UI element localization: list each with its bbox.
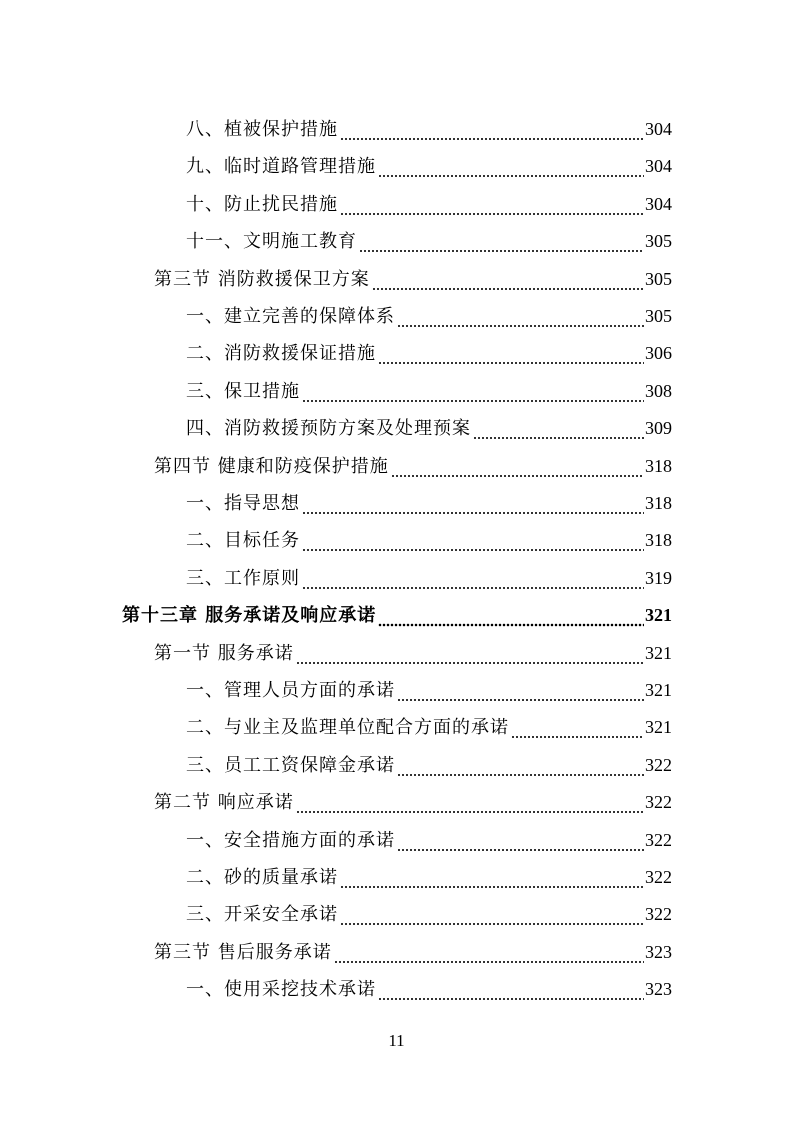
toc-entry[interactable] <box>186 223 672 260</box>
toc-entry-page: 305 <box>645 268 672 289</box>
toc-entry-page: 323 <box>645 979 672 1000</box>
toc-entry[interactable] <box>186 186 672 223</box>
toc-entry-title: 第一节 服务承诺 <box>154 642 294 664</box>
toc-entry-page: 321 <box>645 680 672 700</box>
toc-dot-leader <box>340 896 644 933</box>
toc-entry[interactable] <box>186 747 672 784</box>
toc-entry[interactable] <box>154 934 672 971</box>
toc-dot-leader <box>302 373 644 410</box>
toc-entry[interactable] <box>186 111 672 148</box>
toc-entry-title: 三、员工工资保障金承诺 <box>186 754 395 776</box>
toc-dot-leader <box>296 784 644 821</box>
toc-entry-title: 第四节 健康和防疫保护措施 <box>154 455 389 477</box>
toc-entry-page: 308 <box>645 380 672 401</box>
toc-entry[interactable] <box>154 784 672 821</box>
toc-entry-page: 322 <box>645 792 672 813</box>
toc-dot-leader <box>473 410 644 447</box>
toc-dot-leader <box>340 111 644 148</box>
toc-entry-title: 九、临时道路管理措施 <box>186 156 376 178</box>
page-number: 11 <box>388 1031 405 1050</box>
toc-dot-leader <box>334 934 644 971</box>
toc-entry[interactable] <box>154 635 672 672</box>
toc-entry[interactable] <box>186 896 672 933</box>
toc-dot-leader <box>359 223 644 260</box>
toc-dot-leader <box>397 298 644 335</box>
toc-entry-page: 322 <box>645 754 672 775</box>
toc-dot-leader <box>296 635 644 672</box>
toc-dot-leader <box>372 261 644 298</box>
toc-dot-leader <box>397 822 644 859</box>
toc-entry-title: 第三节 售后服务承诺 <box>154 941 332 963</box>
toc-dot-leader <box>302 522 644 559</box>
toc-entry-title: 一、指导思想 <box>186 493 300 514</box>
toc-entry-title: 四、消防救援预防方案及处理预案 <box>186 418 471 440</box>
toc-entry-page: 318 <box>645 493 672 513</box>
toc-entry[interactable] <box>122 597 672 634</box>
toc-entry[interactable] <box>186 373 672 410</box>
toc-entry-title: 第三节 消防救援保卫方案 <box>154 268 370 290</box>
toc-entry-page: 318 <box>645 455 672 476</box>
toc-entry-page: 319 <box>645 567 672 588</box>
toc-dot-leader <box>378 597 644 634</box>
toc-entry-page: 322 <box>645 904 672 925</box>
toc-dot-leader <box>397 747 644 784</box>
toc-entry-page: 309 <box>645 418 672 439</box>
toc-entry[interactable] <box>186 298 672 335</box>
toc-entry[interactable] <box>186 148 672 185</box>
toc-dot-leader <box>397 672 644 709</box>
toc-entry[interactable] <box>186 485 672 522</box>
toc-entry-page: 321 <box>645 605 672 626</box>
toc-entry[interactable] <box>154 448 672 485</box>
toc-entry-title: 一、管理人员方面的承诺 <box>186 680 395 701</box>
toc-entry[interactable] <box>186 672 672 709</box>
toc-entry-page: 304 <box>645 119 672 139</box>
toc-entry-title: 十、防止扰民措施 <box>186 193 338 215</box>
toc-entry[interactable] <box>186 410 672 447</box>
toc-entry-page: 304 <box>645 156 672 177</box>
toc-entry-page: 305 <box>645 231 672 252</box>
toc-entry[interactable] <box>186 859 672 896</box>
toc-dot-leader <box>340 859 644 896</box>
toc-dot-leader <box>391 448 644 485</box>
toc-entry-title: 三、开采安全承诺 <box>186 904 338 926</box>
toc-entry-title: 二、砂的质量承诺 <box>186 867 338 888</box>
toc-entry-page: 306 <box>645 343 672 364</box>
toc-entry-title: 十一、文明施工教育 <box>186 231 357 253</box>
toc-entry-title: 一、使用采挖技术承诺 <box>186 979 376 1001</box>
toc-dot-leader <box>340 186 644 223</box>
toc-entry-title: 三、工作原则 <box>186 567 300 589</box>
toc-entry-page: 321 <box>645 642 672 663</box>
toc-entry-title: 第二节 响应承诺 <box>154 792 294 814</box>
toc-dot-leader <box>302 485 644 522</box>
toc-entry[interactable] <box>186 560 672 597</box>
toc-entry-title: 二、消防救援保证措施 <box>186 343 376 365</box>
toc-entry-title: 一、安全措施方面的承诺 <box>186 829 395 851</box>
toc-entry[interactable] <box>186 971 672 1008</box>
toc-entry-page: 322 <box>645 829 672 850</box>
toc-dot-leader <box>378 971 644 1008</box>
toc-entry[interactable] <box>186 822 672 859</box>
toc-entry[interactable] <box>186 709 672 746</box>
toc-entry-title: 一、建立完善的保障体系 <box>186 306 395 327</box>
toc-entry-title: 第十三章 服务承诺及响应承诺 <box>122 605 377 627</box>
toc-entry-page: 305 <box>645 306 672 326</box>
toc-entry[interactable] <box>154 261 672 298</box>
toc-dot-leader <box>302 560 644 597</box>
toc-entry-title: 八、植被保护措施 <box>186 119 338 140</box>
toc-entry-page: 321 <box>645 717 672 738</box>
toc-entry-page: 318 <box>645 530 672 551</box>
toc-entry-page: 322 <box>645 867 672 887</box>
toc-entry-page: 323 <box>645 941 672 962</box>
toc-dot-leader <box>511 709 644 746</box>
toc-dot-leader <box>378 335 644 372</box>
toc-entry-page: 304 <box>645 193 672 214</box>
toc-dot-leader <box>378 148 644 185</box>
toc-entry[interactable] <box>186 522 672 559</box>
toc-entry-title: 二、目标任务 <box>186 530 300 552</box>
toc-entry-title: 二、与业主及监理单位配合方面的承诺 <box>186 717 509 739</box>
toc-entry[interactable] <box>186 335 672 372</box>
toc-entry-title: 三、保卫措施 <box>186 380 300 402</box>
